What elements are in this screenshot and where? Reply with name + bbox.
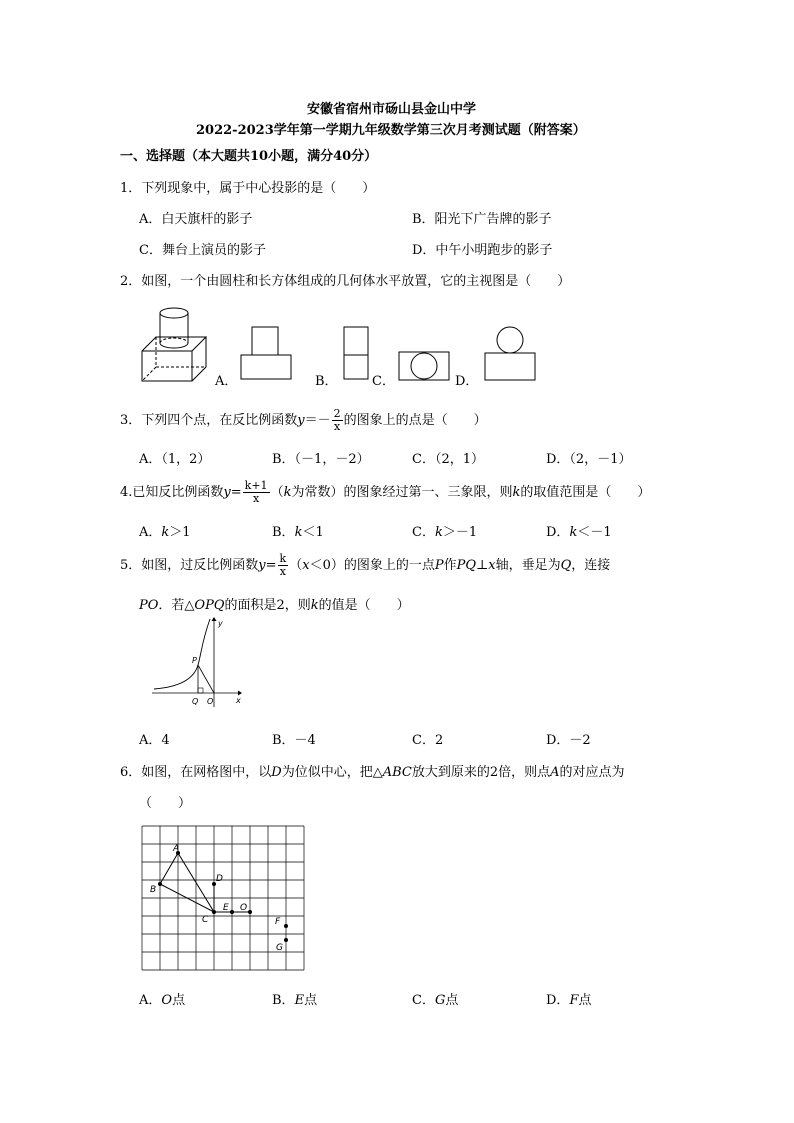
- q1-option-a: A．白天旗杆的影子: [139, 212, 253, 227]
- q4-option-c: C．k＞－1: [412, 525, 478, 540]
- q2-label-b: B．: [315, 374, 338, 389]
- q5-graph: [150, 615, 250, 710]
- q6-label-o: O: [240, 903, 248, 913]
- q6-option-d: D．F点: [546, 993, 592, 1008]
- doc-title-school: 安徽省宿州市砀山县金山中学: [307, 102, 477, 117]
- q3-stem: 3．下列四个点，在反比例函数y＝－ $\frac{2}{x}$ 的图象上的点是（ ）: [120, 407, 487, 433]
- q3-option-b: B．（－1，－2）: [272, 452, 370, 467]
- q2-stem: 2．如图，一个由圆柱和长方体组成的几何体水平放置，它的主视图是（ ）: [120, 274, 571, 289]
- q2-option-a-figure: [240, 326, 292, 380]
- q1-stem: 1．下列现象中，属于中心投影的是（ ）: [120, 181, 376, 196]
- q1-option-c: C．舞台上演员的影子: [139, 243, 266, 258]
- q2-label-c: C．: [372, 374, 395, 389]
- q4-option-d: D．k＜－1: [546, 525, 612, 540]
- q6-stem-line1: 6．如图，在网格图中，以D为位似中心，把△ABC放大到原来的2倍，则点A的对应点为: [120, 765, 625, 780]
- q5-option-a: A．4: [139, 733, 170, 748]
- q5-label-q: Q: [192, 697, 199, 706]
- q4-option-a: A．k＞1: [139, 525, 191, 540]
- q2-option-c-figure: [398, 351, 450, 381]
- doc-title-exam: 2022-2023学年第一学期九年级数学第三次月考测试题（附答案）: [196, 123, 586, 138]
- q6-label-e: E: [223, 903, 229, 913]
- q5-stem-line1: 5．如图，过反比例函数y= $\frac{k}{x}$ （x＜0）的图象上的一点P作PQ⊥x轴，垂足为Q，连接: [120, 552, 611, 578]
- q6-label-b: B: [150, 885, 157, 895]
- q2-option-d-figure: [484, 326, 536, 381]
- q3-option-c: C．（2，1）: [412, 452, 484, 467]
- q6-stem-line2: （ ）: [139, 796, 192, 811]
- q6-grid-figure: [142, 826, 304, 972]
- q2-solid-figure: [140, 303, 215, 383]
- q4-stem: 4.已知反比例函数y= $\frac{k+1}{x}$ （k为常数）的图象经过第一、三象限，则k的取值范围是（ ）: [120, 479, 651, 505]
- q2-label-d: D．: [455, 374, 479, 389]
- q6-label-a: A: [173, 844, 180, 854]
- q3-option-a: A．（1，2）: [139, 452, 211, 467]
- q6-option-b: B．E点: [272, 993, 318, 1008]
- q2-label-a: A．: [215, 374, 238, 389]
- q5-label-p: P: [192, 656, 197, 665]
- q5-label-o: O: [207, 697, 214, 706]
- q6-option-a: A．O点: [139, 993, 186, 1008]
- q5-option-b: B．－4: [272, 733, 316, 748]
- q4-option-b: B．k＜1: [272, 525, 324, 540]
- q5-label-y: y: [218, 619, 223, 628]
- section-heading: 一、选择题（本大题共10小题，满分40分）: [120, 149, 378, 164]
- q5-option-c: C．2: [412, 733, 444, 748]
- q6-label-f: F: [275, 917, 281, 927]
- q6-label-g: G: [276, 943, 283, 953]
- q5-option-d: D．－2: [546, 733, 591, 748]
- q6-label-c: C: [202, 915, 209, 925]
- q3-option-d: D．（2，－1）: [546, 452, 632, 467]
- q1-option-b: B．阳光下广告牌的影子: [412, 212, 552, 227]
- q5-label-x: x: [236, 696, 241, 705]
- q6-option-c: C．G点: [412, 993, 459, 1008]
- q2-option-b-figure: [343, 326, 369, 380]
- q1-option-d: D．中午小明跑步的影子: [412, 243, 553, 258]
- q5-stem-line2: PO．若△OPQ的面积是2，则k的值是（ ）: [139, 598, 410, 613]
- q6-label-d: D: [216, 874, 223, 884]
